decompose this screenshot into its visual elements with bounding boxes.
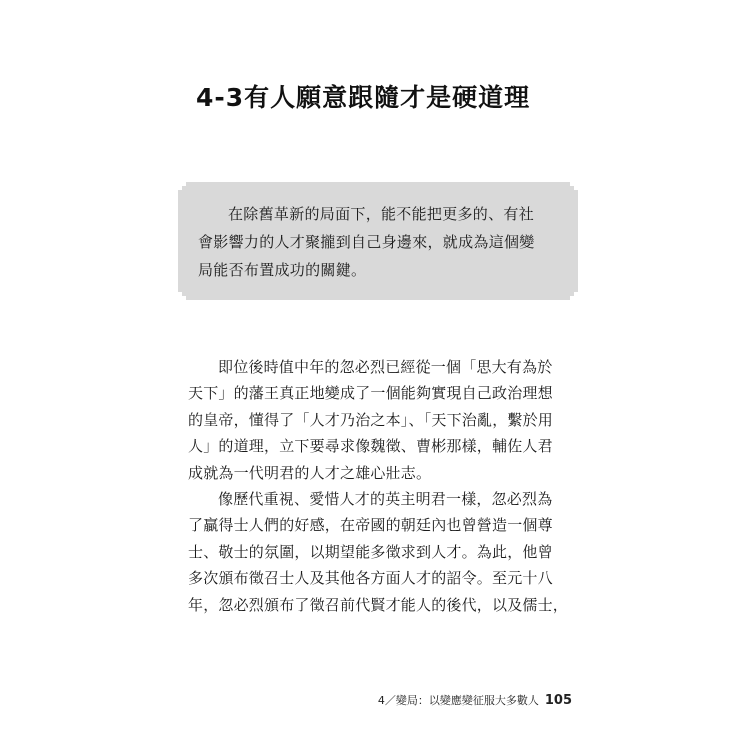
body-line: 成就為一代明君的人才之雄心壯志。 [188, 463, 432, 482]
body-line: 的皇帝，懂得了「人才乃治之本」、「天下治亂，繫於用 [188, 410, 554, 429]
body-line: 士、敬士的氛圍，以期望能多徵求到人才。為此，他曾 [188, 542, 553, 561]
corner-notch [178, 182, 186, 190]
corner-notch [570, 182, 578, 190]
body-line: 了贏得士人們的好感，在帝國的朝廷內也曾營造一個尊 [188, 516, 553, 535]
body-line: 多次頒布徵召士人及其他各方面人才的詔令。至元十八 [188, 569, 553, 588]
summary-line: 在除舊革新的局面下，能不能把更多的、有社 [228, 205, 535, 223]
page-footer [378, 692, 572, 708]
body-line: 天下」的藩王真正地變成了一個能夠實現自己政治理想 [188, 384, 553, 403]
body-text [188, 354, 588, 618]
body-line: 即位後時值中年的忽必烈已經從一個「思大有為於 [218, 358, 553, 376]
chapter-title: 4-3有人願意跟隨才是硬道理 [196, 83, 531, 112]
summary-box [178, 182, 578, 300]
corner-notch [570, 292, 578, 300]
summary-text [198, 200, 560, 284]
summary-line: 局能否布置成功的關鍵。 [198, 261, 367, 279]
corner-notch [178, 292, 186, 300]
body-line: 像歷代重視、愛惜人才的英主明君一樣，忽必烈為 [218, 490, 553, 509]
page-number: 105 [544, 693, 572, 708]
summary-line: 會影響力的人才聚攏到自己身邊來，就成為這個變 [198, 233, 535, 251]
body-line: 年，忽必烈頒布了徵召前代賢才能人的後代，以及儒士， [188, 595, 569, 614]
body-line: 人」的道理，立下要尋求像魏徵、曹彬那樣，輔佐人君 [188, 437, 553, 456]
running-head: 4／變局：以變應變征服大多數人 [377, 694, 539, 707]
